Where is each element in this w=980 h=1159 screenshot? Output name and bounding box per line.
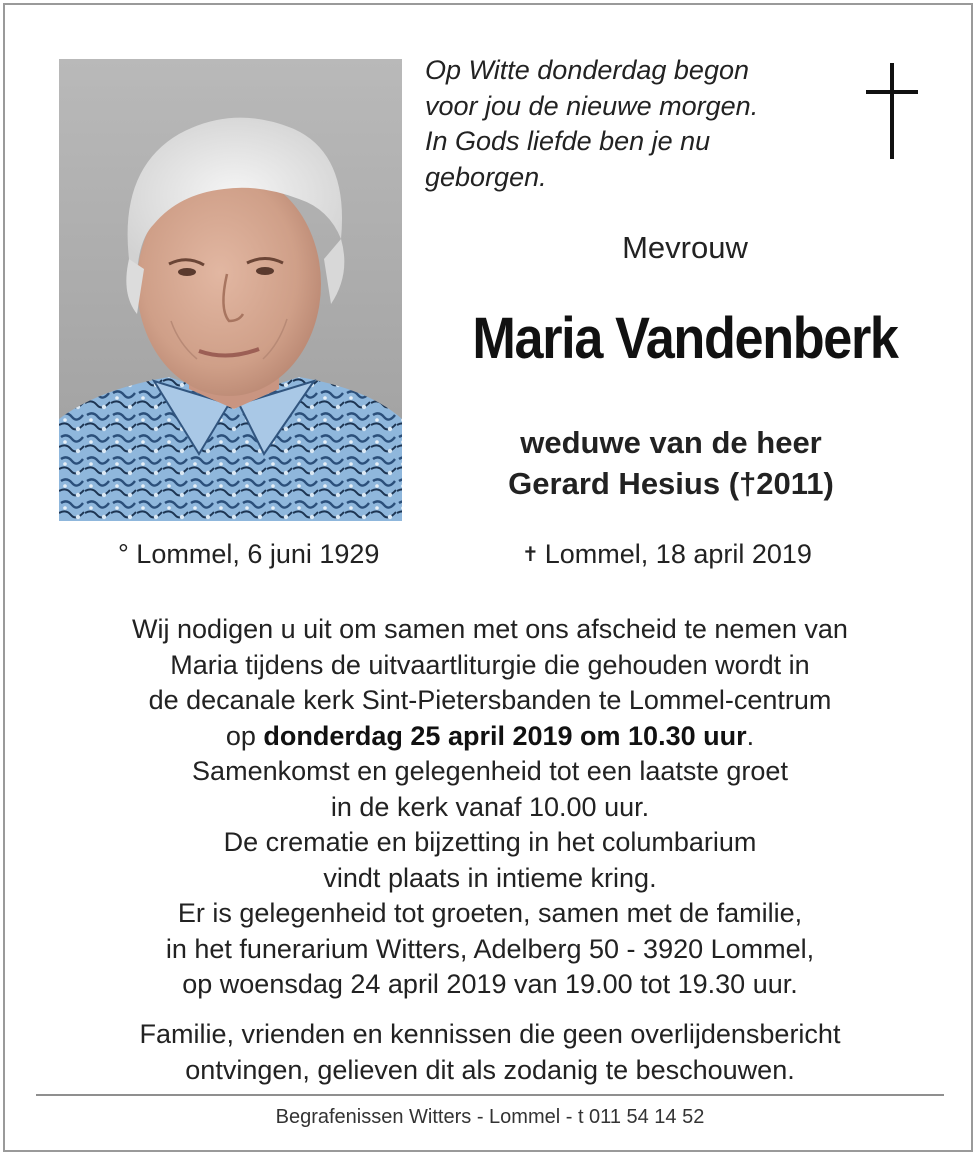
spouse-line: Gerard Hesius (†2011) [508, 466, 834, 501]
memorial-poem [425, 53, 855, 195]
birth-info: ° Lommel, 6 juni 1929 [118, 539, 380, 569]
death-info [522, 539, 812, 570]
invitation-line: Er is gelegenheid tot groeten, samen met de familie, [177, 898, 803, 928]
notice-text [40, 1017, 940, 1088]
invitation-suffix: . [746, 720, 755, 751]
invitation-line: in het funerarium Witters, Adelberg 50 - 3920 Lommel, [165, 933, 815, 964]
spouse-info [440, 422, 902, 504]
invitation-line: op woensdag 24 april 2019 van 19.00 tot 19.30 uur. [182, 969, 798, 999]
invitation-line: de decanale kerk Sint-Pietersbanden te Lommel-centrum [148, 685, 832, 715]
invitation-text [40, 612, 940, 1003]
invitation-line: Maria tijdens de uitvaartliturgie die gehouden wordt in [170, 649, 810, 680]
notice-line: Familie, vrienden en kennissen die geen overlijdensbericht [139, 1019, 841, 1049]
death-text: Lommel, 18 april 2019 [544, 539, 812, 569]
poem-line: voor jou de nieuwe morgen. [425, 90, 759, 121]
invitation-prefix: op [225, 720, 264, 751]
poem-line: geborgen. [425, 161, 547, 192]
deceased-name: Maria Vandenberk [472, 306, 898, 371]
portrait-photo [59, 59, 402, 521]
divider [36, 1094, 944, 1096]
honorific-title: Mevrouw [622, 230, 748, 265]
dagger-icon: ✝ [522, 544, 539, 566]
poem-line: Op Witte donderdag begon [425, 55, 749, 85]
invitation-line: De crematie en bijzetting in het columbarium [223, 827, 757, 857]
invitation-line: Samenkomst en gelegenheid tot een laatste groet [192, 756, 788, 786]
notice-line: ontvingen, gelieven dit als zodanig te beschouwen. [185, 1054, 795, 1085]
spouse-line: weduwe van de heer [520, 425, 822, 460]
invitation-line: vindt plaats in intieme kring. [323, 862, 657, 893]
invitation-line: Wij nodigen u uit om samen met ons afscheid te nemen van [132, 614, 848, 644]
funeral-home-footer: Begrafenissen Witters - Lommel - t 011 54 14 52 [275, 1106, 705, 1128]
poem-line: In Gods liefde ben je nu [425, 126, 711, 156]
funeral-datetime: donderdag 25 april 2019 om 10.30 uur [263, 720, 747, 751]
invitation-line: in de kerk vanaf 10.00 uur. [330, 791, 650, 822]
invitation-line [40, 719, 940, 755]
latin-cross-icon [862, 63, 922, 159]
